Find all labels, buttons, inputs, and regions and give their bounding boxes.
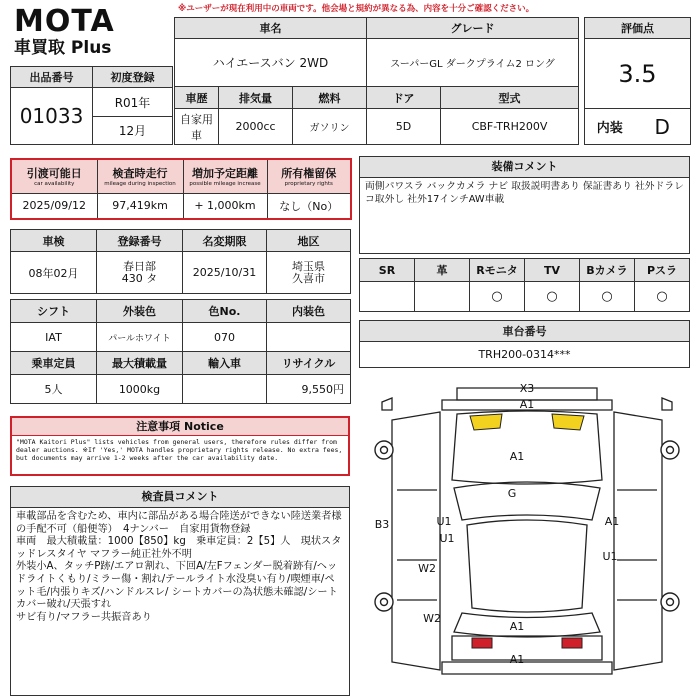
shift: IAT — [11, 323, 97, 352]
displacement: 2000cc — [219, 109, 293, 145]
first-reg-year: R01年 — [93, 88, 173, 117]
option-header: Pスラ — [635, 259, 690, 282]
model-label: 型式 — [441, 87, 579, 109]
availability-date: 2025/09/12 — [11, 193, 97, 219]
model: CBF-TRH200V — [441, 109, 579, 145]
damage-label: X3 — [519, 382, 535, 395]
rear-window-outline — [454, 613, 600, 637]
first-reg-month: 12月 — [93, 117, 173, 145]
option-value: ○ — [525, 282, 580, 312]
logo-sub: 車買取 Plus — [14, 38, 112, 58]
deadline-label: 名変期限 — [183, 230, 267, 252]
chassis-number: TRH200-0314*** — [360, 342, 690, 368]
availability-date-label: 引渡可能日 car availability — [11, 159, 97, 193]
option-value: ○ — [470, 282, 525, 312]
option-header: 革 — [415, 259, 470, 282]
option-value: ○ — [580, 282, 635, 312]
plate-label: 登録番号 — [97, 230, 183, 252]
mileage-label: 検査時走行 mileage during inspection — [97, 159, 183, 193]
listing-number: 01033 — [11, 88, 93, 145]
notice-box — [10, 416, 350, 476]
listing-number-label: 出品番号 — [11, 67, 93, 88]
exterior-label: 外装色 — [97, 300, 183, 323]
interior-grade: D — [635, 109, 691, 145]
option-header: SR — [360, 259, 415, 282]
right-side-outline — [614, 412, 662, 670]
damage-label: G — [507, 487, 517, 500]
damage-label: A1 — [509, 620, 525, 633]
history: 自家用車 — [175, 109, 219, 145]
spec-table — [10, 299, 351, 404]
chassis-table — [359, 320, 690, 368]
max-load: 1000kg — [97, 375, 183, 404]
damage-label: U1 — [439, 532, 455, 545]
color-no: 070 — [183, 323, 267, 352]
import-label: 輸入車 — [183, 352, 267, 375]
damage-label: U1 — [436, 515, 452, 528]
displacement-label: 排気量 — [219, 87, 293, 109]
notice-title: 注意事項 Notice — [12, 418, 348, 436]
ownership-label: 所有権留保 proprietary rights — [267, 159, 351, 193]
color-no-label: 色No. — [183, 300, 267, 323]
notice-text: "MOTA Kaitori Plus" lists vehicles from general users, therefore rules differ from dealer auctions. ※If 'Yes,' MOTA handles proprietary rights release. No extra fees, but documents may arrive 1-2 weeks after the car availability date. — [16, 438, 347, 463]
plate-number: 春日部 430 タ — [97, 252, 183, 294]
score-table — [584, 17, 691, 145]
damage-label: A1 — [519, 398, 535, 411]
option-header: Bカメラ — [580, 259, 635, 282]
wheels — [375, 441, 679, 611]
recycle: 9,550円 — [267, 375, 351, 404]
damage-label: W2 — [418, 562, 436, 575]
equipment-title: 装備コメント — [360, 157, 689, 178]
inspector-box — [10, 486, 350, 696]
inspection-label: 車検 — [11, 230, 97, 252]
mota-logo — [14, 6, 174, 64]
listing-table — [10, 66, 173, 145]
fuel: ガソリン — [293, 109, 367, 145]
equipment-box — [359, 156, 690, 254]
exterior-color: パールホワイト — [97, 323, 183, 352]
car-name-label: 車名 — [175, 18, 367, 39]
headlight-right — [552, 414, 584, 430]
damage-diagram — [362, 380, 692, 696]
chassis-label: 車台番号 — [360, 321, 690, 342]
capacity-label: 乗車定員 — [11, 352, 97, 375]
deadline: 2025/10/31 — [183, 252, 267, 294]
damage-label: U1 — [602, 550, 618, 563]
car-name: ハイエースバン 2WD — [175, 39, 367, 87]
door-label: ドア — [367, 87, 441, 109]
damage-label: W2 — [423, 612, 441, 625]
left-door-lines — [397, 490, 437, 600]
inspector-title: 検査員コメント — [11, 487, 349, 508]
roof-outline — [467, 520, 587, 612]
option-header: TV — [525, 259, 580, 282]
option-value — [415, 282, 470, 312]
recycle-label: リサイクル — [267, 352, 351, 375]
max-load-label: 最大積載量 — [97, 352, 183, 375]
equipment-text: 両側パワスラ バックカメラ ナビ 取扱説明書あり 保証書あり 社外ドラレコ取外し 社外17インチAW車載 — [365, 181, 684, 205]
interior-color — [267, 323, 351, 352]
area-label: 地区 — [267, 230, 351, 252]
option-value: ○ — [635, 282, 690, 312]
ownership: なし（No） — [267, 193, 351, 219]
area: 埼玉県 久喜市 — [267, 252, 351, 294]
capacity: 5人 — [11, 375, 97, 404]
first-reg-label: 初度登録 — [93, 67, 173, 88]
logo-name: MOTA — [14, 4, 115, 39]
car-info-table — [174, 17, 579, 145]
score-value: 3.5 — [585, 39, 691, 109]
option-value — [360, 282, 415, 312]
increase-label: 増加予定距離 possible mileage increase — [183, 159, 267, 193]
registration-table — [10, 229, 351, 294]
shift-label: シフト — [11, 300, 97, 323]
availability-table — [10, 158, 352, 220]
damage-label: A1 — [604, 515, 620, 528]
rear-bumper-outline — [442, 662, 612, 674]
right-door-lines — [617, 490, 657, 600]
option-header: Rモニタ — [470, 259, 525, 282]
windshield-outline — [454, 482, 600, 520]
taillight-right — [562, 638, 582, 648]
increase: + 1,000km — [183, 193, 267, 219]
history-label: 車歴 — [175, 87, 219, 109]
left-side-outline — [392, 412, 440, 670]
warning-text: ※ユーザーが現在利用中の車両です。他会場と規約が異なる為、内容を十分ご確認ください。 — [178, 4, 535, 14]
grade-label: グレード — [367, 18, 579, 39]
import — [183, 375, 267, 404]
inspector-text: 車載部品を含むため、車内に部品がある場合陸送ができない陸送業者様の手配不可（船便等） 4ナンバー 自家用貨物登録 車両 最大積載量：1000【850】kg 乗車定員：2【5】人 現状スタッドレスタイヤ マフラー純正社外不明 外装小A、タッチP跡/エアロ割れ、下回A/左Fフェンダー脱着跡有/ヘッドライトくもり/ミラー傷・割れ/テールライト水没臭い有り/喫煙車/ペット毛/内張りキズ/ハンドルスレ/ シートカバーの為状態未確認/シートカバー破れ/天張すれ サビ有り/マフラー共振音あり — [16, 511, 342, 623]
inspection: 08年02月 — [11, 252, 97, 294]
door: 5D — [367, 109, 441, 145]
headlight-left — [470, 414, 502, 430]
mileage: 97,419km — [97, 193, 183, 219]
fuel-label: 燃料 — [293, 87, 367, 109]
damage-label: A1 — [509, 450, 525, 463]
score-label: 評価点 — [585, 18, 691, 39]
grade: スーパーGL ダークプライム2 ロング — [367, 39, 579, 87]
damage-label: B3 — [374, 518, 390, 531]
options-table — [359, 258, 690, 312]
interior-color-label: 内装色 — [267, 300, 351, 323]
taillight-left — [472, 638, 492, 648]
damage-label: A1 — [509, 653, 525, 666]
interior-label: 内装 — [585, 109, 635, 145]
